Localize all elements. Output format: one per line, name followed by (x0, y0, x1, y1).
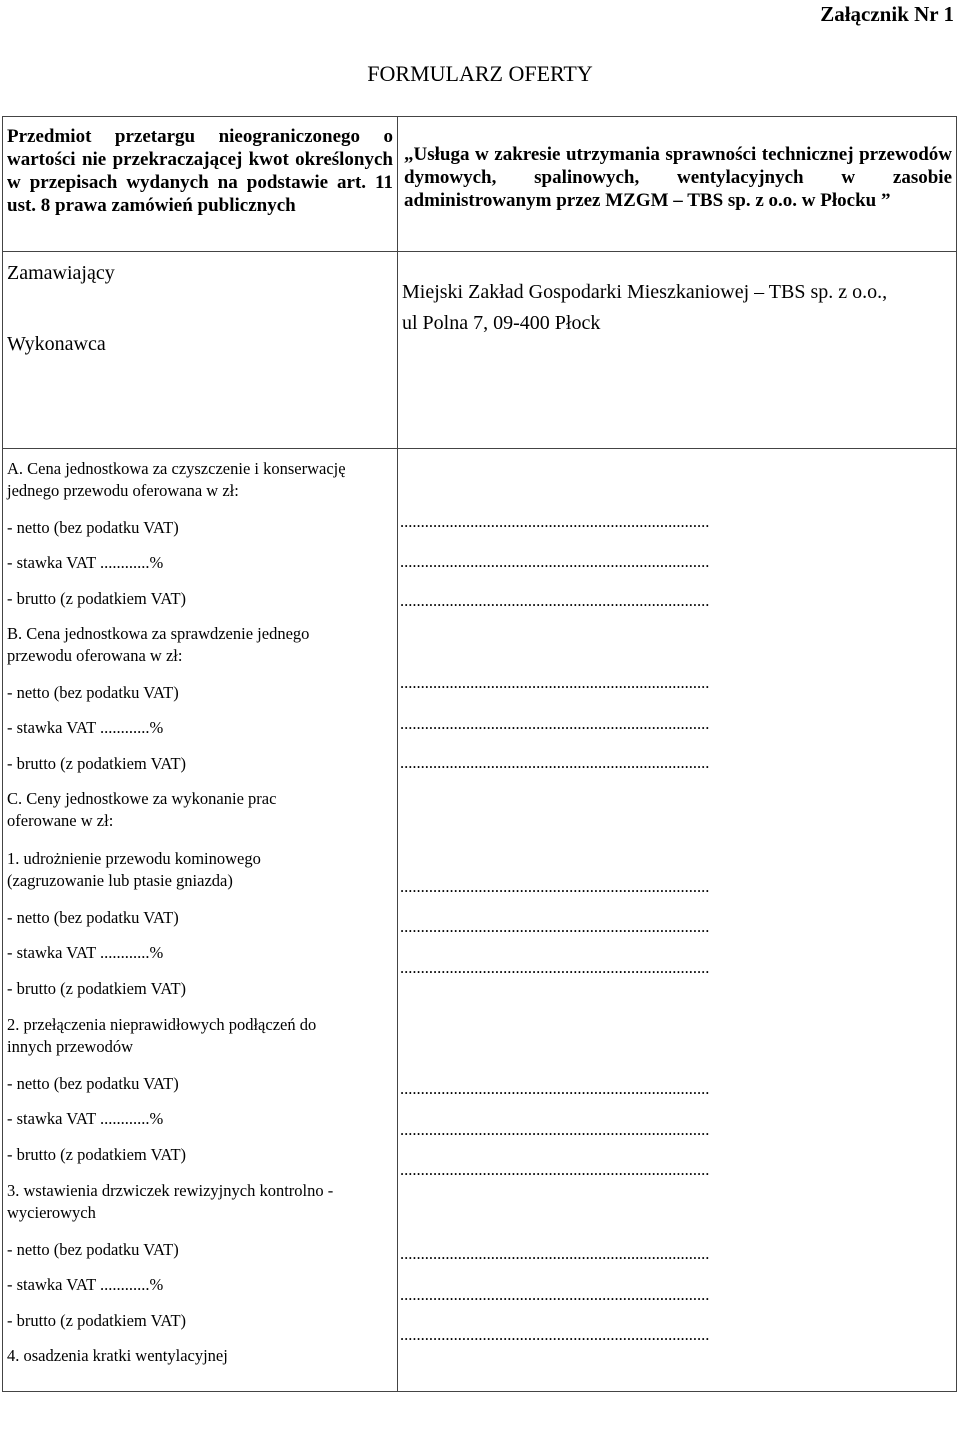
c1-netto-field[interactable]: ........................................................................... (400, 877, 710, 896)
subject-text: „Usługa w zakresie utrzymania sprawności technicznej przewodów dymowych, spalinowych, wentylacyjnych w zasobie administrowanym przez MZGM – TBS sp. z o.o. w Płocku ” (404, 144, 952, 211)
c2-line2: innych przewodów (7, 1037, 134, 1056)
c3-brutto: - brutto (z podatkiem VAT) (7, 1311, 187, 1330)
c1-vat-field[interactable]: ........................................................................... (400, 917, 710, 936)
client-address: ul Polna 7, 09-400 Płock (402, 312, 601, 334)
a-vat: - stawka VAT ............% (7, 553, 164, 572)
b-netto: - netto (bez podatku VAT) (7, 683, 179, 702)
section-c-line1: C. Ceny jednostkowe za wykonanie prac (7, 789, 277, 808)
c4-line1: 4. osadzenia kratki wentylacyjnej (7, 1346, 228, 1365)
section-b-line1: B. Cena jednostkowa za sprawdzenie jednego (7, 624, 310, 643)
c3-netto-field[interactable]: ........................................................................... (400, 1244, 710, 1263)
section-b-line2: przewodu oferowana w zł: (7, 646, 183, 665)
client-name: Miejski Zakład Gospodarki Mieszkaniowej – TBS sp. z o.o., (402, 281, 888, 303)
c3-netto: - netto (bez podatku VAT) (7, 1240, 179, 1259)
c3-vat: - stawka VAT ............% (7, 1275, 164, 1294)
c1-line2: (zagruzowanie lub ptasie gniazda) (7, 871, 233, 890)
a-vat-field[interactable]: ........................................................................... (400, 552, 710, 571)
subject-label: Przedmiot przetargu nieograniczonego o wartości nie przekraczającej kwot określonych w przepisach wydanych na podstawie art. 11 ust. 8 prawa zamówień publicznych (7, 126, 393, 216)
b-vat: - stawka VAT ............% (7, 718, 164, 737)
b-vat-field[interactable]: ........................................................................... (400, 714, 710, 733)
offer-form-table (2, 116, 957, 1392)
c2-brutto-field[interactable]: ........................................................................... (400, 1160, 710, 1179)
client-label: Zamawiający (7, 262, 115, 284)
c1-line1: 1. udrożnienie przewodu kominowego (7, 849, 261, 868)
c2-netto-field[interactable]: ........................................................................... (400, 1079, 710, 1098)
c3-line1: 3. wstawienia drzwiczek rewizyjnych kontrolno - (7, 1181, 334, 1200)
c2-vat-field[interactable]: ........................................................................... (400, 1120, 710, 1139)
c1-brutto: - brutto (z podatkiem VAT) (7, 979, 187, 998)
b-netto-field[interactable]: ........................................................................... (400, 673, 710, 692)
form-title: FORMULARZ OFERTY (367, 61, 593, 86)
b-brutto: - brutto (z podatkiem VAT) (7, 754, 187, 773)
c3-line2: wycierowych (7, 1203, 96, 1222)
pricing-labels (3, 449, 397, 1391)
annex-label: Załącznik Nr 1 (820, 2, 954, 26)
a-netto: - netto (bez podatku VAT) (7, 518, 179, 537)
b-brutto-field[interactable]: ........................................................................... (400, 753, 710, 772)
section-c-line2: oferowane w zł: (7, 811, 114, 830)
section-a-line1: A. Cena jednostkowa za czyszczenie i konserwację (7, 459, 346, 478)
pricing-fields (398, 449, 956, 1391)
c1-brutto-field[interactable]: ........................................................................... (400, 958, 710, 977)
c1-vat: - stawka VAT ............% (7, 943, 164, 962)
a-brutto-field[interactable]: ........................................................................... (400, 591, 710, 610)
a-brutto: - brutto (z podatkiem VAT) (7, 589, 187, 608)
c2-netto: - netto (bez podatku VAT) (7, 1074, 179, 1093)
contractor-label: Wykonawca (7, 333, 106, 355)
c2-vat: - stawka VAT ............% (7, 1109, 164, 1128)
section-a-line2: jednego przewodu oferowana w zł: (7, 481, 239, 500)
c2-brutto: - brutto (z podatkiem VAT) (7, 1145, 187, 1164)
c1-netto: - netto (bez podatku VAT) (7, 908, 179, 927)
c3-brutto-field[interactable]: ........................................................................... (400, 1325, 710, 1344)
c2-line1: 2. przełączenia nieprawidłowych podłączeń do (7, 1015, 317, 1034)
a-netto-field[interactable]: ........................................................................... (400, 512, 710, 531)
client-text (398, 252, 956, 339)
c3-vat-field[interactable]: ........................................................................... (400, 1285, 710, 1304)
